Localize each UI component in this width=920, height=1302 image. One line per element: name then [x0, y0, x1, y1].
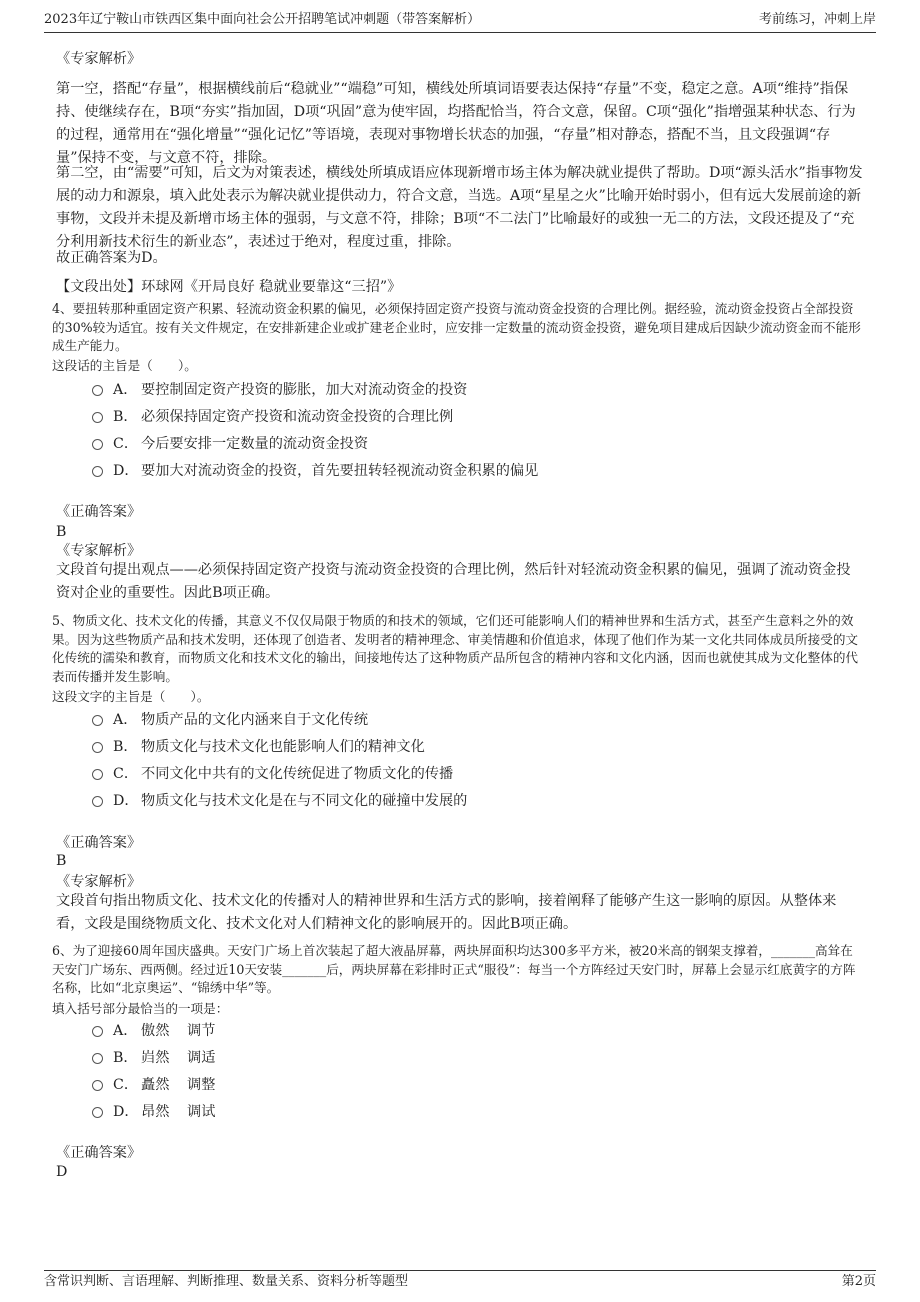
q5-option-d[interactable]: D． 物质文化与技术文化是在与不同文化的碰撞中发展的 — [92, 791, 852, 811]
radio-icon[interactable] — [92, 796, 103, 807]
q4-answer-label: 《正确答案》 — [56, 504, 142, 520]
q6-answer: D — [56, 1164, 68, 1180]
q3-analysis-p2: 第二空，由“需要”可知，后文为对策表述，横线处所填成语应体现新增市场主体为解决就业提供了帮助。D项“源头活水”指事物发展的动力和源泉，填入此处表示为解决就业提供动力，符合文意，当选。A项“星星之火”比喻开始时弱小，但有远大发展前途的新事物，文段并未提及新增市场主体的强弱，与文意不符，排除；B项“不二法门”比喻最好的或独一无二的方法，文段还提及了“充分利用新技术衍生的新业态”，表述过于绝对，程度过重，排除。 — [56, 165, 863, 250]
page-footer — [44, 1270, 876, 1293]
radio-icon[interactable] — [92, 466, 103, 477]
q4-option-c[interactable]: C． 今后要安排一定数量的流动资金投资 — [92, 434, 852, 454]
radio-icon[interactable] — [92, 769, 103, 780]
radio-icon[interactable] — [92, 1080, 103, 1091]
q5-option-c[interactable]: C． 不同文化中共有的文化传统促进了物质文化的传播 — [92, 764, 852, 784]
q4-option-d[interactable]: D． 要加大对流动资金的投资，首先要扭转轻视流动资金积累的偏见 — [92, 461, 852, 481]
radio-icon[interactable] — [92, 1026, 103, 1037]
radio-icon[interactable] — [92, 385, 103, 396]
radio-icon[interactable] — [92, 1107, 103, 1118]
q5-answer-label: 《正确答案》 — [56, 835, 142, 851]
page-header — [44, 10, 876, 33]
q3-analysis-p1: 第一空，搭配“存量”，根据横线前后“稳就业”“端稳”可知，横线处所填词语要表达保持“存量”不变，稳定之意。A项“维持”指保持、使继续存在，B项“夯实”指加固，D项“巩固”意为使牢固，均搭配恰当，符合文意，保留。C项“强化”指增强某种状态、行为的过程，通常用在“强化增量”“强化记忆”等语境，表现对事物增长状态的加强，“存量”相对静态，搭配不当，且文段强调“存量”保持不变，与文意不符，排除。 — [56, 81, 856, 166]
q5-answer: B — [56, 853, 67, 869]
radio-icon[interactable] — [92, 439, 103, 450]
q5-option-a[interactable]: A． 物质产品的文化内涵来自于文化传统 — [92, 710, 852, 730]
q3-expert-label: 《专家解析》 — [56, 51, 142, 67]
q4-stem: 4、要扭转那种重固定资产积累、轻流动资金积累的偏见，必须保持固定资产投资与流动资金投资的合理比例。据经验，流动资金投资占全部投资的30%较为适宜。按有关文件规定，在安排新建企业或扩建老企业时，应安排一定数量的流动资金投资，避免项目建成后因缺少流动资金而不能形成生产能力。 — [52, 301, 861, 353]
q3-conclusion: 故正确答案为D。 — [56, 250, 167, 266]
q6-option-a[interactable]: A． 傲然 调节 — [92, 1021, 852, 1041]
q5-analysis: 文段首句指出物质文化、技术文化的传播对人的精神世界和生活方式的影响，接着阐释了能够产生这一影响的原因。从整体来看，文段是围绕物质文化、技术文化对人们精神文化的影响展开的。因此B项正确。 — [56, 893, 837, 932]
radio-icon[interactable] — [92, 715, 103, 726]
q5-expert-label: 《专家解析》 — [56, 874, 142, 890]
q5-question: 这段文字的主旨是（ ）。 — [52, 689, 210, 704]
q5-option-b[interactable]: B． 物质文化与技术文化也能影响人们的精神文化 — [92, 737, 852, 757]
document-title: 2023年辽宁鞍山市铁西区集中面向社会公开招聘笔试冲刺题（带答案解析） — [44, 12, 481, 27]
q6-option-c[interactable]: C． 矗然 调整 — [92, 1075, 852, 1095]
q6-option-d[interactable]: D． 昂然 调试 — [92, 1102, 852, 1122]
page-number: 第2页 — [841, 1274, 876, 1289]
radio-icon[interactable] — [92, 412, 103, 423]
q6-stem: 6、为了迎接60周年国庆盛典。天安门广场上首次装起了超大液晶屏幕，两块屏面积均达300多平方米，被20米高的钢架支撑着，_______高耸在天安门广场东、西两侧。经过近10天安装_______后，两块屏幕在彩排时正式“服役”：每当一个方阵经过天安门时，屏幕上会显示红底黄字的方阵名称，比如“北京奥运”、“锦绣中华”等。 — [52, 943, 856, 995]
q4-analysis: 文段首句提出观点——必须保持固定资产投资与流动资金投资的合理比例，然后针对轻流动资金积累的偏见，强调了流动资金投资对企业的重要性。因此B项正确。 — [56, 562, 851, 601]
header-slogan: 考前练习，冲刺上岸 — [758, 12, 876, 27]
q4-question: 这段话的主旨是（ ）。 — [52, 358, 197, 373]
footer-note: 含常识判断、言语理解、判断推理、数量关系、资料分析等题型 — [44, 1274, 409, 1289]
q6-question: 填入括号部分最恰当的一项是： — [52, 1001, 229, 1016]
q4-option-b[interactable]: B． 必须保持固定资产投资和流动资金投资的合理比例 — [92, 407, 852, 427]
radio-icon[interactable] — [92, 742, 103, 753]
q6-option-b[interactable]: B． 岿然 调适 — [92, 1048, 852, 1068]
q4-expert-label: 《专家解析》 — [56, 543, 142, 559]
q4-option-a[interactable]: A． 要控制固定资产投资的膨胀，加大对流动资金的投资 — [92, 380, 852, 400]
q5-stem: 5、物质文化、技术文化的传播，其意义不仅仅局限于物质的和技术的领域，它们还可能影响人们的精神世界和生活方式，甚至产生意料之外的效果。因为这些物质产品和技术发明，还体现了创造者、发明者的精神理念、审美情趣和价值追求，体现了他们作为某一文化共同体成员所接受的文化传统的濡染和教育，而物质文化和技术文化的输出，间接地传达了这种物质产品所包含的精神内容和文化内涵，因而也就使其成为文化整体的代表而传播并发生影响。 — [52, 613, 858, 684]
radio-icon[interactable] — [92, 1053, 103, 1064]
q4-answer: B — [56, 524, 67, 540]
q3-source: 【文段出处】环球网《开局良好 稳就业要靠这“三招”》 — [56, 279, 402, 295]
q6-answer-label: 《正确答案》 — [56, 1145, 142, 1161]
